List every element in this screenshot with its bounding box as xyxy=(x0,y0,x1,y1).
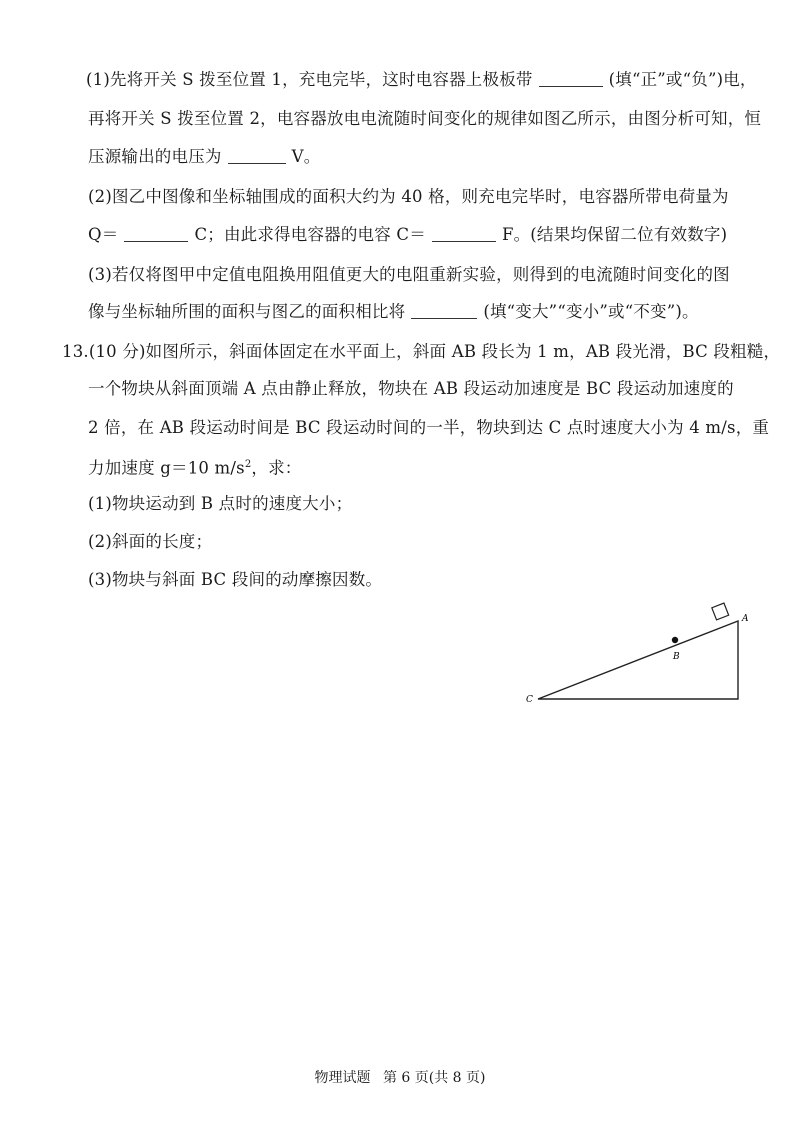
incline-triangle xyxy=(538,621,738,699)
q12-part3-line2 xyxy=(88,300,699,324)
q13-line1: 13.(10 分)如图所示，斜面体固定在水平面上，斜面 AB 段长为 1 m，AB 段光滑，BC 段粗糙， xyxy=(62,342,781,361)
q13-line3: 2 倍，在 AB 段运动时间是 BC 段运动时间的一半，物块到达 C 点时速度大小为 4 m/s，重 xyxy=(88,418,770,437)
q12-part1-line3 xyxy=(88,145,320,169)
text: (填“正”或“负”)电， xyxy=(608,70,757,89)
q13-sub2: (2)斜面的长度； xyxy=(88,532,213,551)
text: 压源输出的电压为 xyxy=(88,147,222,166)
text: F。(结果均保留二位有效数字) xyxy=(501,225,728,244)
label-a: A xyxy=(742,614,749,624)
text: (1)先将开关 S 拨至位置 1，充电完毕，这时电容器上极板带 xyxy=(86,70,533,89)
text: C；由此求得电容器的电容 C＝ xyxy=(194,225,426,244)
superscript: 2 xyxy=(244,459,252,470)
label-c: C xyxy=(526,695,533,705)
q13-sub1: (1)物块运动到 B 点时的速度大小； xyxy=(88,494,353,513)
answer-blank[interactable] xyxy=(432,225,496,242)
q13-line2: 一个物块从斜面顶端 A 点由静止释放，物块在 AB 段运动加速度是 BC 段运动加速度的 xyxy=(88,379,734,398)
text: Q＝ xyxy=(88,225,119,244)
answer-blank[interactable] xyxy=(124,225,188,242)
q13-line4 xyxy=(88,453,302,481)
footer-page-number: 第 6 页(共 8 页) xyxy=(382,1070,486,1086)
answer-blank[interactable] xyxy=(411,302,477,319)
q12-part2-line2 xyxy=(88,223,727,247)
q12-part1-line2: 再将开关 S 拨至位置 2，电容器放电电流随时间变化的规律如图乙所示，由图分析可知，恒 xyxy=(88,109,762,128)
answer-blank[interactable] xyxy=(228,147,286,164)
q12-part2-line1: (2)图乙中图像和坐标轴围成的面积大约为 40 格，则充电完毕时，电容器所带电荷量为 xyxy=(88,187,729,206)
point-b-dot xyxy=(672,637,678,643)
text: 像与坐标轴所围的面积与图乙的面积相比将 xyxy=(88,302,406,321)
incline-figure xyxy=(520,598,760,708)
answer-blank[interactable] xyxy=(539,70,603,87)
q12-part1-line1 xyxy=(86,68,757,92)
block-square xyxy=(712,603,729,620)
text: 力加速度 g＝10 m/s xyxy=(88,458,245,478)
footer-subject: 物理试题 xyxy=(314,1070,371,1086)
text: V。 xyxy=(291,147,321,166)
text: (填“变大”“变小”或“不变”)。 xyxy=(483,302,699,321)
text: ，求： xyxy=(251,458,302,478)
q12-part3-line1: (3)若仅将图甲中定值电阻换用阻值更大的电阻重新实验，则得到的电流随时间变化的图 xyxy=(88,265,730,284)
label-b: B xyxy=(673,652,680,662)
page-footer xyxy=(0,1068,800,1088)
q13-sub3: (3)物块与斜面 BC 段间的动摩擦因数。 xyxy=(88,570,383,589)
